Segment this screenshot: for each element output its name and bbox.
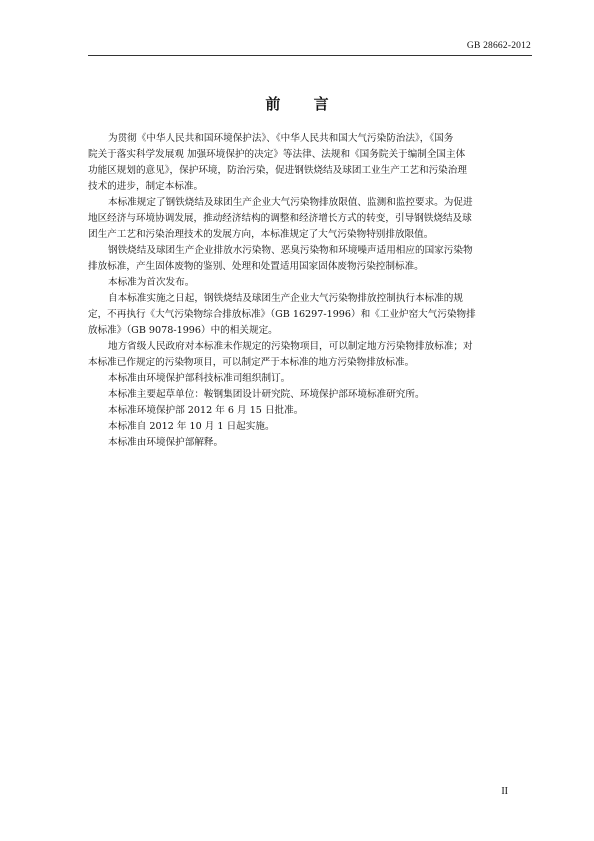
text-line: 本标准由环境保护部科技标准司组织制订。 (108, 373, 291, 384)
page-title: 前 言 (265, 95, 343, 113)
text-line: 定，不再执行《大气污染物综合排放标准》（GB 16297-1996）和《工业炉窑大气污染物排 (88, 309, 476, 320)
text-line: 院关于落实科学发展观 加强环境保护的决定》等法律、法规和《国务院关于编制全国主体 (88, 149, 466, 160)
paragraph-other-pollutants (88, 243, 518, 275)
text-line: 放标准》（GB 9078-1996）中的相关规定。 (88, 325, 278, 336)
paragraph-effective-date (88, 419, 518, 435)
paragraph-approval (88, 403, 518, 419)
text-line: 地区经济与环境协调发展，推动经济结构的调整和经济增长方式的转变，引导钢铁烧结及球 (88, 213, 472, 224)
paragraph-replacement (88, 291, 518, 339)
text-line: 地方省级人民政府对本标准未作规定的污染物项目，可以制定地方污染物排放标准；对 (108, 341, 473, 352)
paragraph-purpose (88, 131, 518, 195)
paragraph-interpretation (88, 435, 518, 451)
paragraph-local-standards (88, 339, 518, 371)
text-line: 本标准由环境保护部解释。 (108, 437, 224, 448)
header-rule (88, 55, 532, 56)
paragraph-drafters (88, 387, 518, 403)
text-line: 为贯彻《中华人民共和国环境保护法》、《中华人民共和国大气污染防治法》，《国务 (108, 133, 454, 144)
text-line: 本标准环境保护部 2012 年 6 月 15 日批准。 (108, 405, 304, 416)
document-body (88, 131, 518, 451)
text-line: 本标准自 2012 年 10 月 1 日起实施。 (108, 421, 275, 432)
paragraph-organizer (88, 371, 518, 387)
standard-code: GB 28662-2012 (466, 41, 531, 51)
paragraph-first-release (88, 275, 518, 291)
text-line: 本标准规定了钢铁烧结及球团生产企业大气污染物排放限值、监测和监控要求。为促进 (108, 197, 473, 208)
page-number: II (501, 786, 508, 797)
text-line: 技术的进步，制定本标准。 (88, 181, 204, 192)
text-line: 排放标准，产生固体废物的鉴别、处理和处置适用国家固体废物污染控制标准。 (88, 261, 424, 272)
text-line: 本标准为首次发布。 (108, 277, 195, 288)
text-line: 自本标准实施之日起，钢铁烧结及球团生产企业大气污染物排放控制执行本标准的规 (108, 293, 463, 304)
text-line: 功能区规划的意见》，保护环境，防治污染，促进钢铁烧结及球团工业生产工艺和污染治理 (88, 165, 467, 176)
text-line: 本标准已作规定的污染物项目，可以制定严于本标准的地方污染物排放标准。 (88, 357, 415, 368)
text-line: 团生产工艺和污染治理技术的发展方向，本标准规定了大气污染物特别排放限值。 (88, 229, 434, 240)
text-line: 钢铁烧结及球团生产企业排放水污染物、恶臭污染物和环境噪声适用相应的国家污染物 (108, 245, 473, 256)
text-line: 本标准主要起草单位：鞍钢集团设计研究院、环境保护部环境标准研究所。 (108, 389, 425, 400)
paragraph-scope (88, 195, 518, 243)
